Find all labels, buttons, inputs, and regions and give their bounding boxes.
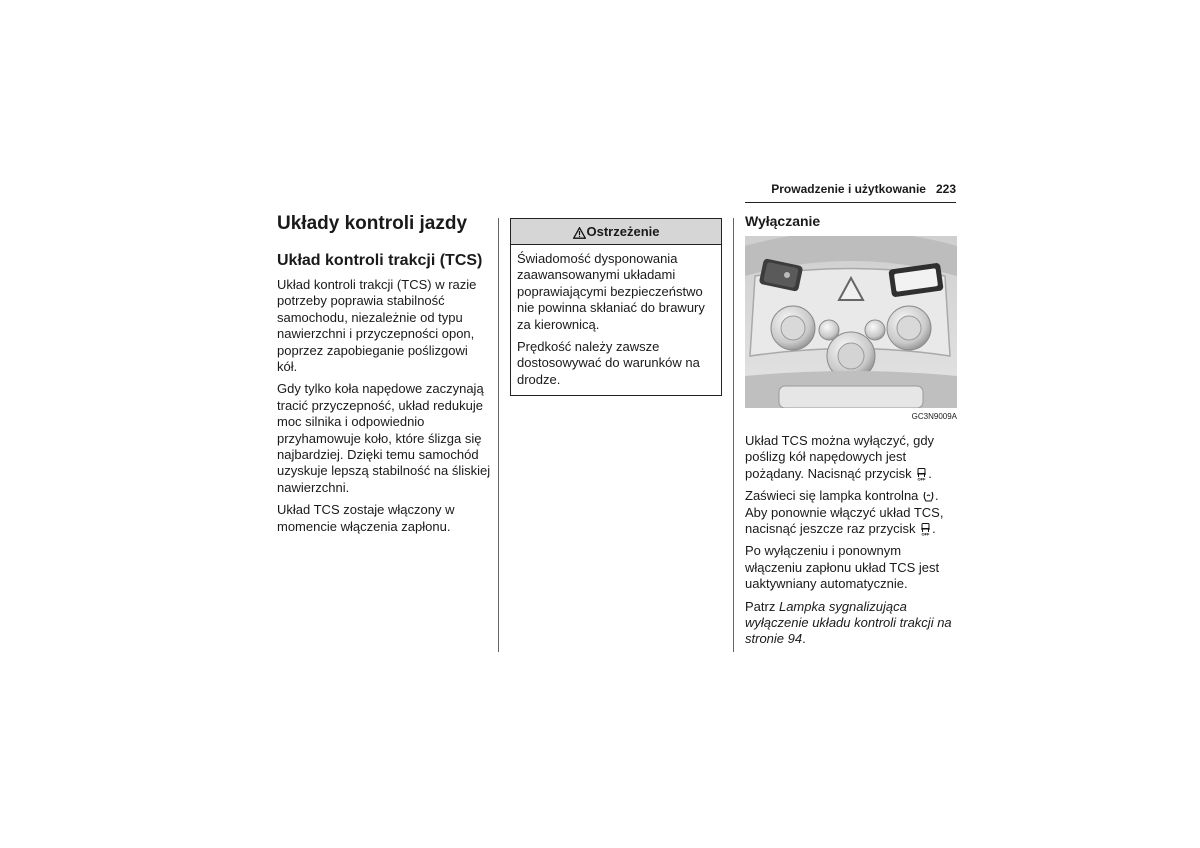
tcs-off-lamp-icon	[922, 490, 935, 503]
tcs-off-button-icon	[915, 468, 928, 481]
warning-header	[511, 219, 721, 245]
page-header	[745, 182, 956, 203]
paragraph-text: Patrz	[745, 598, 776, 614]
dashboard-photo	[745, 236, 957, 408]
column-1	[277, 212, 491, 541]
punctuation: .	[802, 631, 806, 647]
paragraph-text: Zaświeci się lampka kontrolna	[745, 488, 919, 504]
warning-paragraph: Świadomość dysponowania zaawansowanymi układami poprawiającymi bezpieczeństwo nie powinna skłaniać do brawury za kierownicą.	[517, 251, 705, 332]
dashboard-illustration	[745, 236, 957, 408]
tcs-off-button-icon	[919, 523, 932, 536]
paragraph: Układ kontroli trakcji (TCS) w razie potrzeby poprawia stabilność samochodu, niezależnie od typu nawierzchni i przyczepności opon, poprzez zapobieganie poślizgowi kół.	[277, 277, 477, 375]
column-2	[510, 218, 722, 396]
warning-title: Ostrzeżenie	[586, 224, 660, 239]
paragraph-text: . Aby ponownie włączyć układ TCS, nacisnąć jeszcze raz przycisk	[745, 488, 944, 537]
header-section-title: Prowadzenie i użytkowanie	[771, 182, 926, 196]
paragraph: Układ TCS zostaje włączony w momencie włączenia zapłonu.	[277, 502, 455, 534]
image-caption: GC3N9009A	[911, 412, 957, 421]
warning-body	[511, 245, 721, 395]
paragraph: Gdy tylko koła napędowe zaczynają tracić przyczepność, układ redukuje moc silnika i odpowiednio przyhamowuje koło, które ślizga się najbardziej. Dzięki temu samochód uzyskuje lepszą stabilność na śliskiej nawierzchni.	[277, 381, 491, 495]
column-divider	[733, 218, 734, 652]
punctuation: .	[928, 465, 932, 481]
warning-box	[510, 218, 722, 396]
svg-text:OFF: OFF	[921, 531, 930, 537]
punctuation: .	[932, 521, 936, 537]
column-divider	[498, 218, 499, 652]
warning-triangle-icon	[573, 227, 586, 239]
paragraph	[745, 433, 957, 482]
paragraph	[745, 599, 957, 648]
paragraph	[745, 488, 957, 537]
section-title: Układy kontroli jazdy	[277, 213, 468, 234]
svg-text:OFF: OFF	[917, 476, 926, 481]
column-3	[745, 212, 957, 654]
paragraph-text: Układ TCS można wyłączyć, gdy poślizg kół napędowych jest pożądany. Nacisnąć przycisk	[745, 433, 935, 481]
page-number: 223	[935, 182, 956, 196]
subsection-title: Układ kontroli trakcji (TCS)	[277, 252, 483, 269]
warning-paragraph: Prędkość należy zawsze dostosowywać do warunków na drodze.	[517, 339, 700, 387]
paragraph: Po wyłączeniu i ponownym włączeniu zapłonu układ TCS jest uaktywniany automatycznie.	[745, 543, 940, 592]
cross-reference-link[interactable]: Lampka sygnalizująca wyłączenie układu kontroli trakcji na stronie 94	[745, 598, 952, 647]
section-heading: Wyłączanie	[745, 213, 821, 229]
